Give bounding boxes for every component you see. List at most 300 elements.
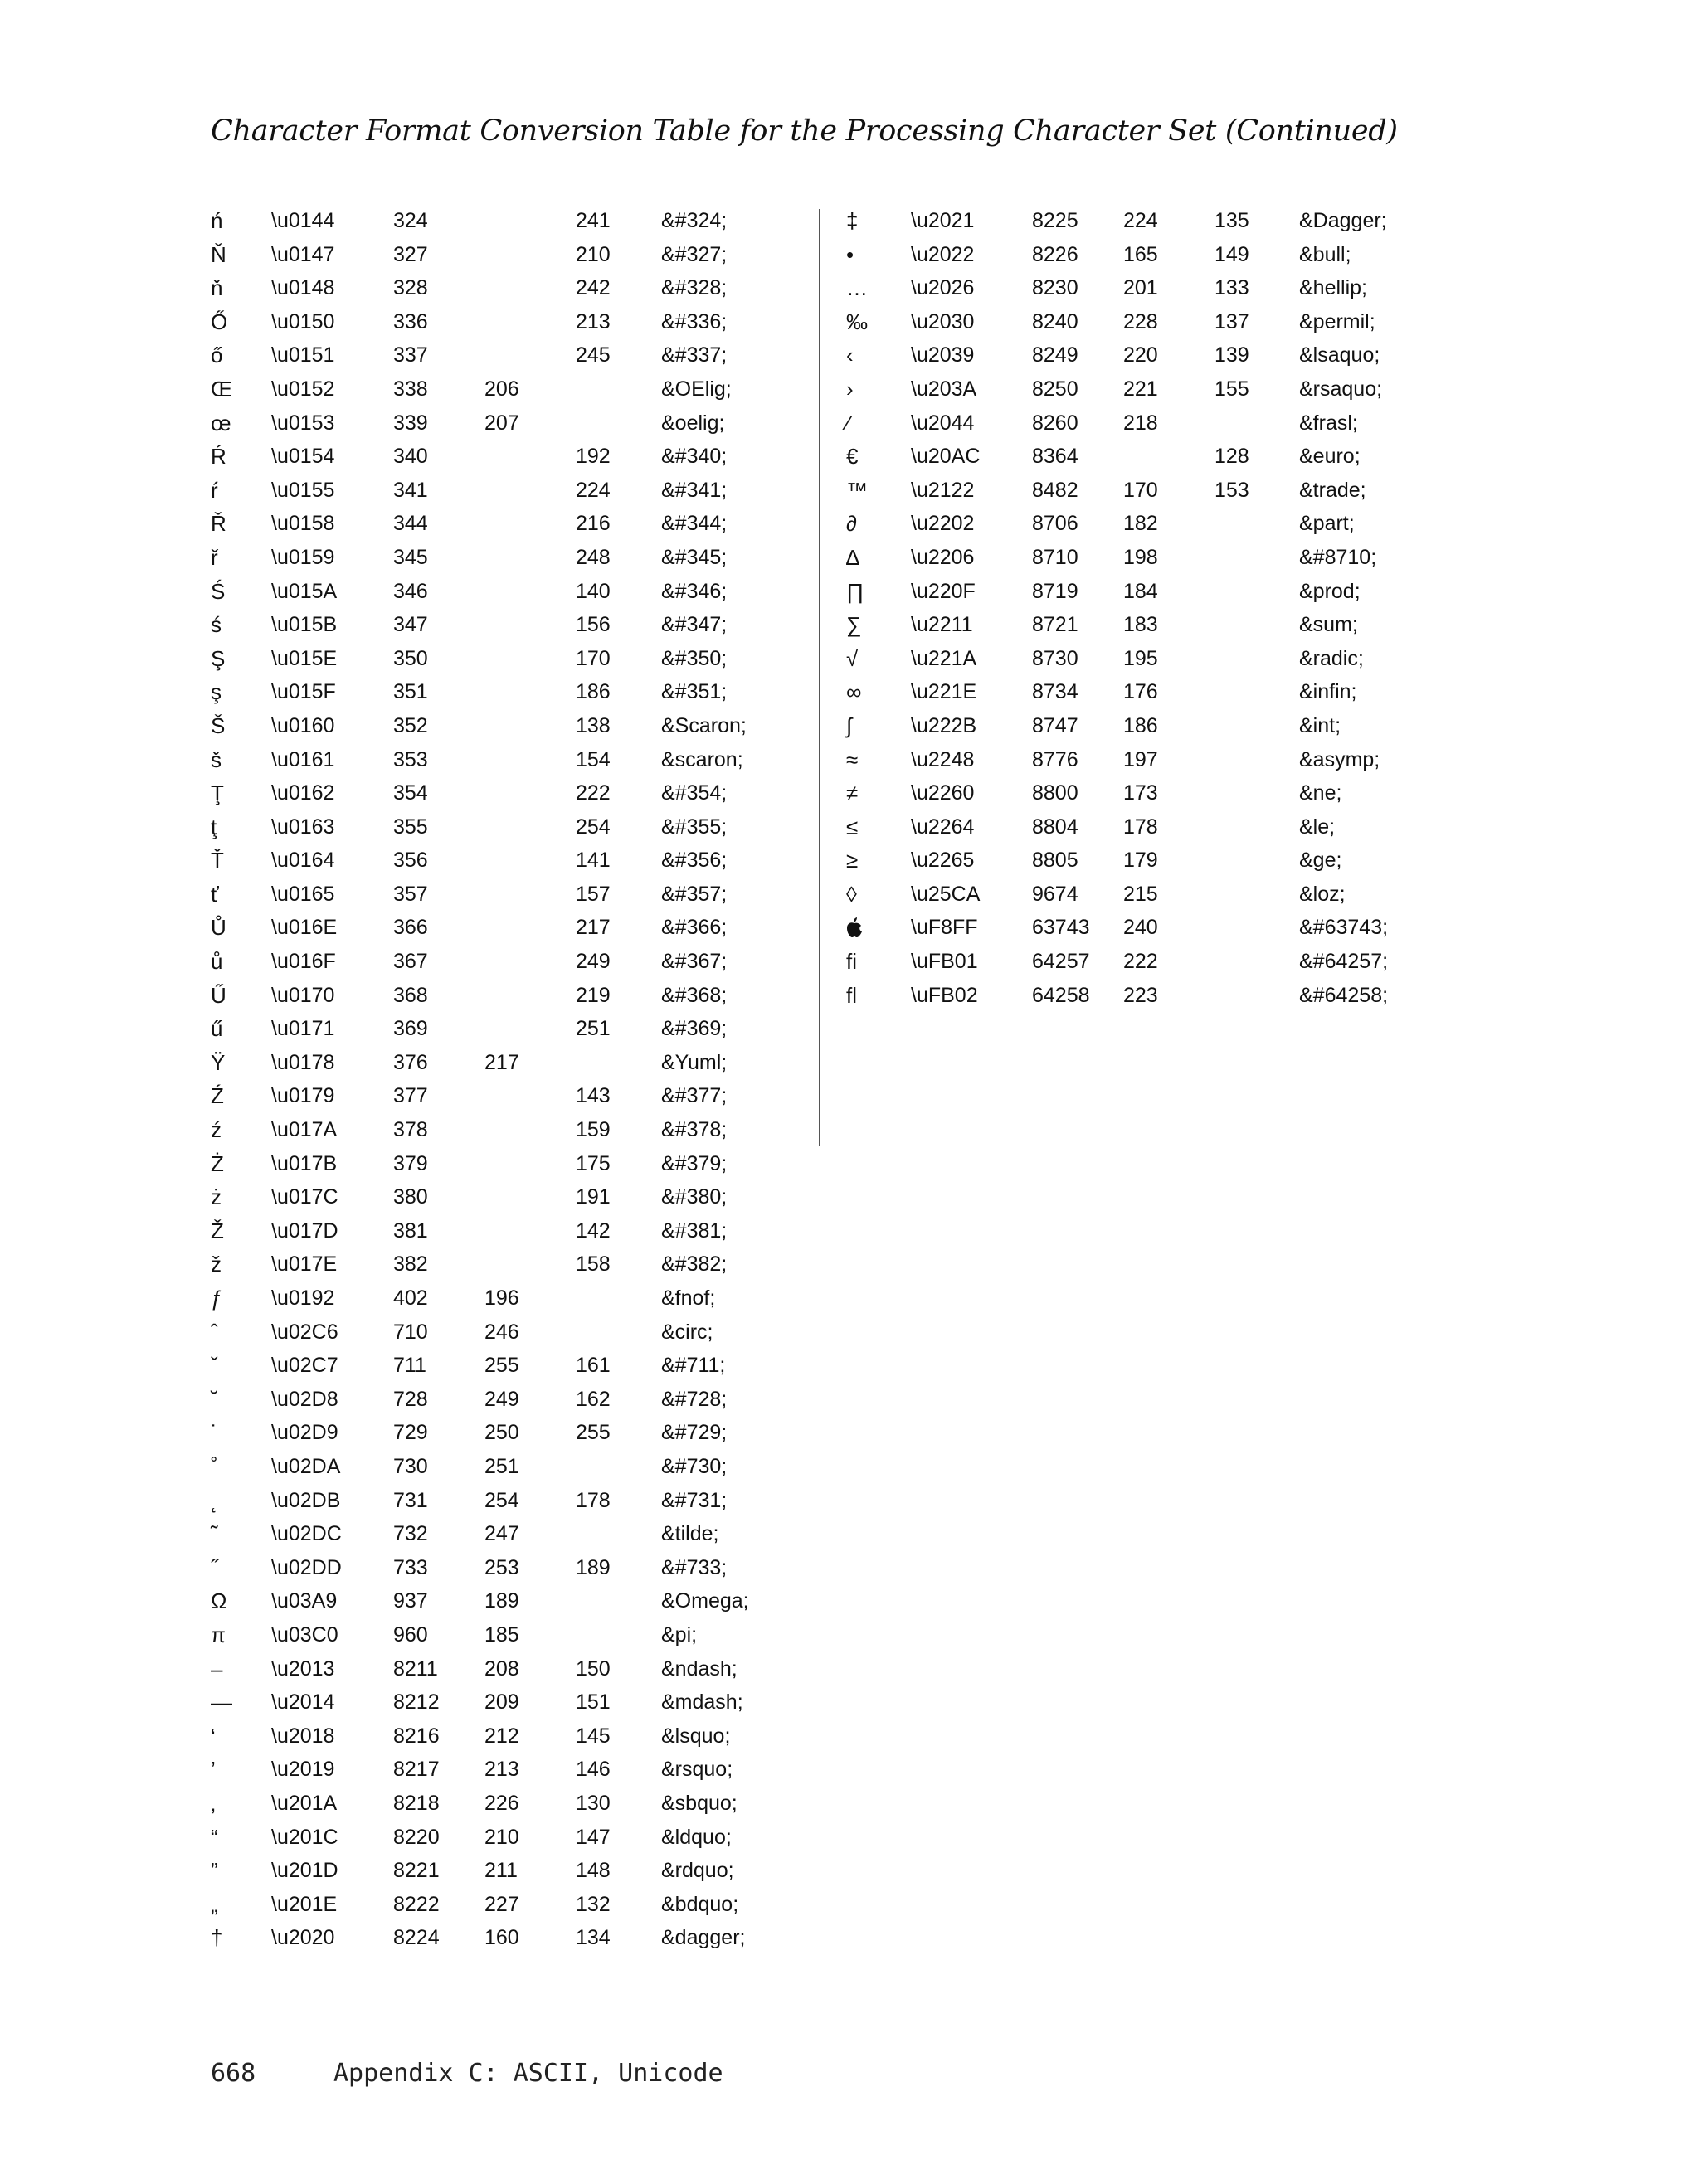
char-glyph: ≤ <box>846 814 859 839</box>
unicode-escape: \u2026 <box>911 276 975 300</box>
unicode-escape: \uFB02 <box>911 983 978 1007</box>
unicode-escape: \u0151 <box>271 343 335 367</box>
html-entity: &#337; <box>661 343 728 367</box>
mac-roman-code: 254 <box>484 1488 519 1512</box>
html-entity: &prod; <box>1299 579 1361 603</box>
unicode-escape: \u0160 <box>271 713 335 737</box>
decimal-code: 367 <box>393 950 428 974</box>
html-entity: &#729; <box>661 1421 728 1445</box>
decimal-code: 8218 <box>393 1791 440 1815</box>
char-glyph: ż <box>211 1184 222 1210</box>
windows-code: 159 <box>576 1118 611 1142</box>
char-glyph: Ů <box>211 915 226 941</box>
mac-roman-code: 253 <box>484 1555 519 1579</box>
decimal-code: 8706 <box>1032 512 1078 536</box>
decimal-code: 347 <box>393 613 428 637</box>
char-glyph: ‘ <box>211 1723 216 1749</box>
mac-roman-code: 182 <box>1123 512 1158 536</box>
windows-code: 151 <box>576 1690 611 1715</box>
unicode-escape: \u2206 <box>911 545 975 569</box>
html-entity: &Yuml; <box>661 1050 728 1074</box>
unicode-escape: \u2264 <box>911 815 975 839</box>
decimal-code: 8249 <box>1032 343 1078 367</box>
unicode-escape: \u220F <box>911 579 976 603</box>
decimal-code: 63743 <box>1032 916 1090 940</box>
windows-code: 175 <box>576 1151 611 1175</box>
char-glyph: ‰ <box>846 309 868 334</box>
unicode-escape: \u017E <box>271 1253 338 1277</box>
html-entity: &#378; <box>661 1118 728 1142</box>
mac-roman-code: 212 <box>484 1724 519 1748</box>
windows-code: 157 <box>576 882 611 906</box>
html-entity: &trade; <box>1299 478 1366 502</box>
html-entity: &sbquo; <box>661 1791 738 1815</box>
decimal-code: 8222 <box>393 1892 440 1916</box>
html-entity: &#351; <box>661 680 728 704</box>
decimal-code: 8364 <box>1032 445 1078 469</box>
char-glyph: ŕ <box>211 477 218 503</box>
windows-code: 148 <box>576 1859 611 1883</box>
char-glyph: ∫ <box>846 713 853 738</box>
char-glyph: Ž <box>211 1218 224 1243</box>
windows-code: 155 <box>1215 377 1249 401</box>
unicode-escape: \u0152 <box>271 377 335 401</box>
html-entity: &mdash; <box>661 1690 743 1715</box>
unicode-escape: \u015E <box>271 646 338 670</box>
decimal-code: 355 <box>393 815 428 839</box>
mac-roman-code: 240 <box>1123 916 1158 940</box>
decimal-code: 353 <box>393 747 428 771</box>
char-glyph: … <box>846 275 868 301</box>
html-entity: &#382; <box>661 1253 728 1277</box>
windows-code: 222 <box>576 781 611 805</box>
decimal-code: 328 <box>393 276 428 300</box>
decimal-code: 327 <box>393 242 428 266</box>
unicode-escape: \u0159 <box>271 545 335 569</box>
char-glyph: “ <box>211 1824 218 1850</box>
decimal-code: 730 <box>393 1454 428 1478</box>
decimal-code: 381 <box>393 1218 428 1243</box>
decimal-code: 729 <box>393 1421 428 1445</box>
html-entity: &#366; <box>661 916 728 940</box>
char-glyph: Ő <box>211 309 228 334</box>
decimal-code: 369 <box>393 1017 428 1041</box>
char-glyph: œ <box>211 410 231 435</box>
html-entity: &euro; <box>1299 445 1361 469</box>
html-entity: &rsaquo; <box>1299 377 1383 401</box>
char-glyph: † <box>211 1925 223 1951</box>
char-glyph: Ř <box>211 511 226 537</box>
html-entity: &ldquo; <box>661 1825 732 1849</box>
unicode-escape: \u017A <box>271 1118 338 1142</box>
mac-roman-code: 223 <box>1123 983 1158 1007</box>
char-glyph: Ÿ <box>211 1049 226 1075</box>
html-entity: &#379; <box>661 1151 728 1175</box>
unicode-escape: \u016F <box>271 950 336 974</box>
html-entity: &ndash; <box>661 1656 738 1681</box>
html-entity: &ne; <box>1299 781 1342 805</box>
windows-code: 249 <box>576 950 611 974</box>
decimal-code: 337 <box>393 343 428 367</box>
decimal-code: 8226 <box>1032 242 1078 266</box>
char-glyph: ‹ <box>846 343 854 368</box>
unicode-escape: \u2260 <box>911 781 975 805</box>
char-glyph: ’ <box>211 1757 216 1783</box>
unicode-escape: \u015A <box>271 579 338 603</box>
html-entity: &sum; <box>1299 613 1358 637</box>
html-entity: &#327; <box>661 242 728 266</box>
mac-roman-code: 208 <box>484 1656 519 1681</box>
mac-roman-code: 176 <box>1123 680 1158 704</box>
page-number: 668 <box>211 2059 256 2088</box>
unicode-escape: \u0162 <box>271 781 335 805</box>
unicode-escape: \u0144 <box>271 209 335 232</box>
mac-roman-code: 160 <box>484 1926 519 1950</box>
char-glyph: ź <box>211 1117 222 1143</box>
mac-roman-code: 247 <box>484 1522 519 1546</box>
char-glyph: Ň <box>211 241 226 267</box>
unicode-escape: \u203A <box>911 377 977 401</box>
windows-code: 242 <box>576 276 611 300</box>
unicode-escape: \u2013 <box>271 1656 335 1681</box>
mac-roman-code: 221 <box>1123 377 1158 401</box>
unicode-escape: \u2018 <box>271 1724 335 1748</box>
mac-roman-code: 220 <box>1123 343 1158 367</box>
windows-code: 141 <box>576 849 611 873</box>
unicode-escape: \u201D <box>271 1859 338 1883</box>
html-entity: &infin; <box>1299 680 1357 704</box>
mac-roman-code: 196 <box>484 1287 519 1310</box>
unicode-escape: \u02C7 <box>271 1354 338 1378</box>
mac-roman-code: 249 <box>484 1387 519 1411</box>
unicode-escape: \u0150 <box>271 309 335 333</box>
windows-code: 192 <box>576 445 611 469</box>
char-glyph: ‡ <box>846 208 859 233</box>
decimal-code: 64257 <box>1032 950 1090 974</box>
html-entity: &part; <box>1299 512 1355 536</box>
html-entity: &oelig; <box>661 411 725 435</box>
windows-code: 135 <box>1215 209 1249 232</box>
char-glyph: — <box>211 1690 232 1715</box>
decimal-code: 357 <box>393 882 428 906</box>
unicode-escape: \u02DA <box>271 1454 341 1478</box>
decimal-code: 8230 <box>1032 276 1078 300</box>
char-glyph: ” <box>211 1858 218 1884</box>
char-glyph: ◊ <box>846 881 857 907</box>
decimal-code: 64258 <box>1032 983 1090 1007</box>
unicode-escape: \u0178 <box>271 1050 335 1074</box>
decimal-code: 8250 <box>1032 377 1078 401</box>
html-entity: &#341; <box>661 478 728 502</box>
char-glyph: „ <box>211 1891 218 1917</box>
mac-roman-code: 228 <box>1123 309 1158 333</box>
windows-code: 189 <box>576 1555 611 1579</box>
char-glyph: ő <box>211 343 223 368</box>
unicode-escape: \u02DD <box>271 1555 342 1579</box>
html-entity: &#64257; <box>1299 950 1389 974</box>
decimal-code: 9674 <box>1032 882 1078 906</box>
char-glyph: ﬂ <box>846 982 857 1008</box>
appendix-title: Appendix C: ASCII, Unicode <box>333 2059 723 2088</box>
decimal-code: 8721 <box>1032 613 1078 637</box>
html-entity: &#377; <box>661 1084 728 1108</box>
char-glyph: ş <box>211 679 222 705</box>
windows-code: 132 <box>576 1892 611 1916</box>
windows-code: 154 <box>576 747 611 771</box>
char-glyph: ř <box>211 544 218 570</box>
windows-code: 241 <box>576 209 611 232</box>
html-entity: &asymp; <box>1299 747 1380 771</box>
mac-roman-code: 173 <box>1123 781 1158 805</box>
windows-code: 150 <box>576 1656 611 1681</box>
decimal-code: 350 <box>393 646 428 670</box>
char-glyph: € <box>846 444 859 469</box>
apple-logo-icon <box>846 911 863 945</box>
decimal-code: 345 <box>393 545 428 569</box>
unicode-escape: \u0158 <box>271 512 335 536</box>
char-glyph: ∆ <box>846 544 859 570</box>
char-glyph: ≈ <box>846 747 859 772</box>
decimal-code: 8719 <box>1032 579 1078 603</box>
windows-code: 139 <box>1215 343 1249 367</box>
unicode-escape: \u0192 <box>271 1287 335 1310</box>
unicode-escape: \u2202 <box>911 512 975 536</box>
html-entity: &#730; <box>661 1454 728 1478</box>
html-entity: &bull; <box>1299 242 1351 266</box>
windows-code: 143 <box>576 1084 611 1108</box>
char-glyph: ű <box>211 1016 223 1042</box>
mac-roman-code: 210 <box>484 1825 519 1849</box>
html-entity: &loz; <box>1299 882 1346 906</box>
windows-code: 217 <box>576 916 611 940</box>
column-divider <box>819 209 820 1146</box>
unicode-escape: \u2211 <box>911 613 973 637</box>
decimal-code: 8710 <box>1032 545 1078 569</box>
windows-code: 161 <box>576 1354 611 1378</box>
decimal-code: 8482 <box>1032 478 1078 502</box>
unicode-escape: \u02C6 <box>271 1320 338 1344</box>
html-entity: &#344; <box>661 512 728 536</box>
decimal-code: 710 <box>393 1320 428 1344</box>
html-entity: &Dagger; <box>1299 209 1387 232</box>
html-entity: &#336; <box>661 309 728 333</box>
unicode-escape: \u2021 <box>911 209 975 232</box>
html-entity: &Scaron; <box>661 713 747 737</box>
mac-roman-code: 255 <box>484 1354 519 1378</box>
html-entity: &#324; <box>661 209 728 232</box>
decimal-code: 380 <box>393 1185 428 1209</box>
decimal-code: 937 <box>393 1589 428 1613</box>
unicode-escape: \u0148 <box>271 276 335 300</box>
char-glyph: Š <box>211 713 226 738</box>
html-entity: &#711; <box>661 1354 726 1378</box>
unicode-escape: \u03C0 <box>271 1622 338 1647</box>
unicode-escape: \u015F <box>271 680 336 704</box>
decimal-code: 366 <box>393 916 428 940</box>
mac-roman-code: 206 <box>484 377 519 401</box>
decimal-code: 8224 <box>393 1926 440 1950</box>
unicode-escape: \u2044 <box>911 411 975 435</box>
unicode-escape: \u017D <box>271 1218 338 1243</box>
windows-code: 134 <box>576 1926 611 1950</box>
unicode-escape: \u03A9 <box>271 1589 338 1613</box>
windows-code: 245 <box>576 343 611 367</box>
decimal-code: 8220 <box>393 1825 440 1849</box>
unicode-escape: \u0153 <box>271 411 335 435</box>
html-entity: &#8710; <box>1299 545 1377 569</box>
html-entity: &#355; <box>661 815 728 839</box>
html-entity: &radic; <box>1299 646 1364 670</box>
decimal-code: 8776 <box>1032 747 1078 771</box>
windows-code: 130 <box>576 1791 611 1815</box>
decimal-code: 711 <box>393 1354 426 1378</box>
unicode-escape: \u2248 <box>911 747 975 771</box>
char-glyph: š <box>211 747 222 772</box>
windows-code: 219 <box>576 983 611 1007</box>
decimal-code: 731 <box>393 1488 428 1512</box>
html-entity: &#346; <box>661 579 728 603</box>
unicode-escape: \u221E <box>911 680 977 704</box>
unicode-escape: \u2014 <box>271 1690 335 1715</box>
unicode-escape: \u2022 <box>911 242 975 266</box>
decimal-code: 354 <box>393 781 428 805</box>
decimal-code: 960 <box>393 1622 428 1647</box>
html-entity: &lsaquo; <box>1299 343 1380 367</box>
char-glyph: – <box>211 1656 223 1681</box>
unicode-escape: \u221A <box>911 646 977 670</box>
windows-code: 224 <box>576 478 611 502</box>
unicode-escape: \u2265 <box>911 849 975 873</box>
mac-roman-code: 211 <box>484 1859 518 1883</box>
unicode-escape: \uF8FF <box>911 916 978 940</box>
decimal-code: 377 <box>393 1084 428 1108</box>
mac-roman-code: 251 <box>484 1454 519 1478</box>
decimal-code: 8734 <box>1032 680 1078 704</box>
decimal-code: 8804 <box>1032 815 1078 839</box>
html-entity: &#728; <box>661 1387 728 1411</box>
html-entity: &dagger; <box>661 1926 746 1950</box>
mac-roman-code: 246 <box>484 1320 519 1344</box>
html-entity: &circ; <box>661 1320 713 1344</box>
char-glyph: ž <box>211 1252 222 1277</box>
mac-roman-code: 183 <box>1123 613 1158 637</box>
mac-roman-code: 165 <box>1123 242 1158 266</box>
char-glyph: Ţ <box>211 781 224 806</box>
html-entity: &int; <box>1299 713 1341 737</box>
char-glyph: ∏ <box>846 578 864 604</box>
html-entity: &#328; <box>661 276 728 300</box>
mac-roman-code: 197 <box>1123 747 1158 771</box>
char-glyph: ů <box>211 949 223 975</box>
decimal-code: 346 <box>393 579 428 603</box>
mac-roman-code: 215 <box>1123 882 1158 906</box>
char-glyph: ˝ <box>211 1554 218 1580</box>
windows-code: 158 <box>576 1253 611 1277</box>
char-glyph: √ <box>846 645 859 671</box>
windows-code: 170 <box>576 646 611 670</box>
html-entity: &#347; <box>661 613 728 637</box>
windows-code: 186 <box>576 680 611 704</box>
mac-roman-code: 179 <box>1123 849 1158 873</box>
windows-code: 128 <box>1215 445 1249 469</box>
unicode-escape: \u201A <box>271 1791 338 1815</box>
decimal-code: 8217 <box>393 1758 440 1782</box>
decimal-code: 8212 <box>393 1690 440 1715</box>
decimal-code: 8221 <box>393 1859 440 1883</box>
char-glyph: ™ <box>846 477 868 503</box>
windows-code: 191 <box>576 1185 611 1209</box>
char-glyph: ˛ <box>211 1487 218 1513</box>
unicode-escape: \u25CA <box>911 882 981 906</box>
unicode-escape: \u02DC <box>271 1522 342 1546</box>
windows-code: 255 <box>576 1421 611 1445</box>
mac-roman-code: 250 <box>484 1421 519 1445</box>
decimal-code: 8225 <box>1032 209 1078 232</box>
char-glyph: Ş <box>211 645 226 671</box>
unicode-escape: \u0171 <box>271 1017 335 1041</box>
mac-roman-code: 209 <box>484 1690 519 1715</box>
decimal-code: 8805 <box>1032 849 1078 873</box>
decimal-code: 8730 <box>1032 646 1078 670</box>
mac-roman-code: 217 <box>484 1050 519 1074</box>
html-entity: &tilde; <box>661 1522 719 1546</box>
mac-roman-code: 227 <box>484 1892 519 1916</box>
decimal-code: 402 <box>393 1287 428 1310</box>
windows-code: 142 <box>576 1218 611 1243</box>
char-glyph: ⁄ <box>846 410 850 435</box>
unicode-escape: \u2020 <box>271 1926 335 1950</box>
decimal-code: 338 <box>393 377 428 401</box>
html-entity: &#381; <box>661 1218 728 1243</box>
decimal-code: 382 <box>393 1253 428 1277</box>
char-glyph: ≥ <box>846 848 859 873</box>
windows-code: 133 <box>1215 276 1249 300</box>
mac-roman-code: 195 <box>1123 646 1158 670</box>
html-entity: &rdquo; <box>661 1859 734 1883</box>
decimal-code: 8211 <box>393 1656 438 1681</box>
html-entity: &#354; <box>661 781 728 805</box>
unicode-escape: \u0155 <box>271 478 335 502</box>
mac-roman-code: 226 <box>484 1791 519 1815</box>
char-glyph: ˘ <box>211 1386 218 1412</box>
mac-roman-code: 207 <box>484 411 519 435</box>
char-glyph: ∞ <box>846 679 862 705</box>
mac-roman-code: 222 <box>1123 950 1158 974</box>
decimal-code: 356 <box>393 849 428 873</box>
char-glyph: ˜ <box>211 1521 218 1547</box>
decimal-code: 351 <box>393 680 428 704</box>
char-glyph: Ś <box>211 578 226 604</box>
windows-code: 162 <box>576 1387 611 1411</box>
char-glyph: Ŕ <box>211 444 226 469</box>
decimal-code: 8747 <box>1032 713 1078 737</box>
unicode-escape: \u2019 <box>271 1758 335 1782</box>
mac-roman-code: 186 <box>1123 713 1158 737</box>
mac-roman-code: 184 <box>1123 579 1158 603</box>
unicode-escape: \u0161 <box>271 747 335 771</box>
html-entity: &scaron; <box>661 747 743 771</box>
char-glyph: Ω <box>211 1588 227 1614</box>
unicode-escape: \u02D8 <box>271 1387 338 1411</box>
char-glyph: ˆ <box>211 1319 218 1345</box>
decimal-code: 324 <box>393 209 428 232</box>
unicode-escape: \uFB01 <box>911 950 978 974</box>
html-entity: &OElig; <box>661 377 732 401</box>
char-glyph: ť <box>211 881 219 907</box>
mac-roman-code: 178 <box>1123 815 1158 839</box>
unicode-escape: \u0165 <box>271 882 335 906</box>
page-title: Character Format Conversion Table for the Processing Character Set (Continued) <box>211 114 1398 148</box>
